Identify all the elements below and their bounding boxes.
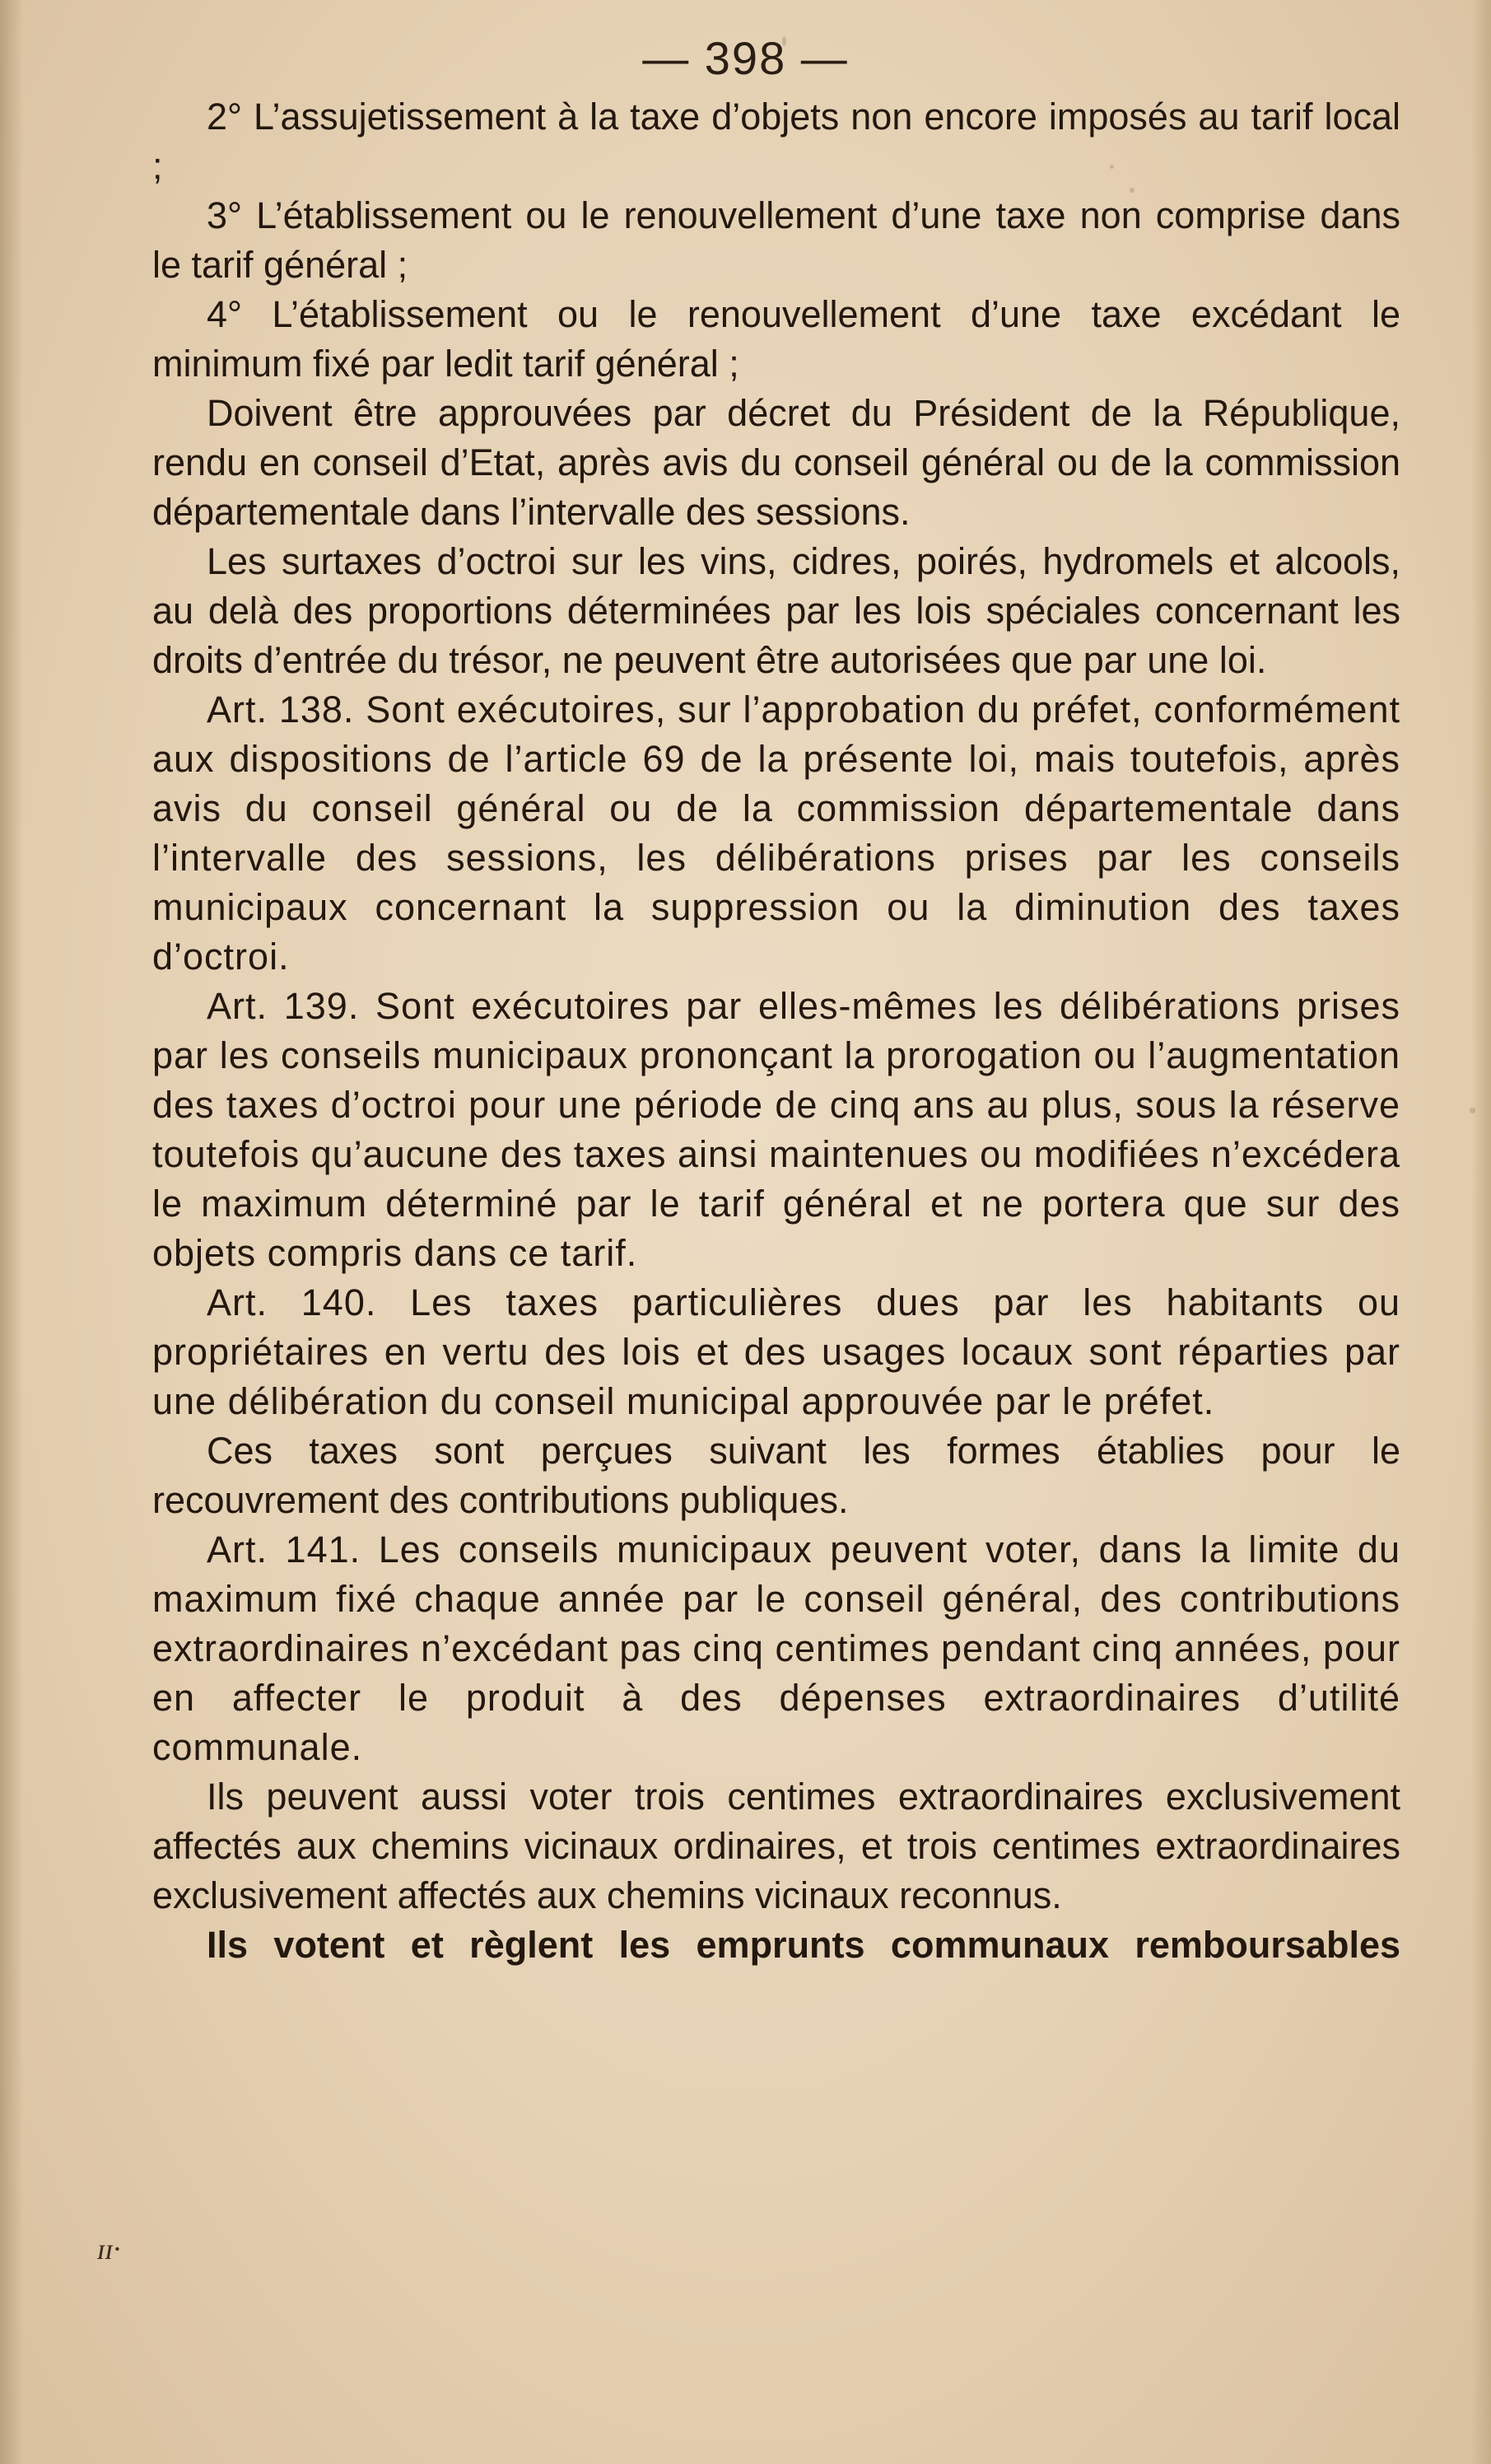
paragraph-article-139: Art. 139. Sont exécutoires par elles-mêmes les délibérations prises par les conseils municipaux prononçant la prorogation ou l’augmentation des taxes d’octroi pour une période de cinq ans au plus, sous la réserve toutefois qu’aucune des taxes ainsi maintenues ou modifiées n’excédera le maximum déterminé par le tarif général et ne portera que sur des objets compris dans ce tarif. <box>152 985 1400 1274</box>
page-number: — 398 — <box>642 32 849 84</box>
paragraph-loans: Ils votent et règlent les emprunts communaux remboursables <box>207 1924 1400 1966</box>
paragraph-taxes-collection: Ces taxes sont perçues suivant les formes établies pour le recouvrement des contributions publiques. <box>152 1430 1400 1521</box>
body-text <box>152 92 1400 1970</box>
paragraph-approval-decree: Doivent être approuvées par décret du Président de la République, rendu en conseil d’Etat, après avis du conseil général ou de la commission départementale dans l’intervalle des sessions. <box>152 392 1400 533</box>
paragraph-item-2: 2° L’assujetissement à la taxe d’objets non encore imposés au tarif local ; <box>152 96 1400 187</box>
signature-mark: ɪɪ· <box>97 2233 121 2266</box>
paragraph-octroi-surtaxes: Les surtaxes d’octroi sur les vins, cidres, poirés, hydromels et alcools, au delà des proportions déterminées par les lois spéciales concernant les droits d’entrée du trésor, ne peuvent être autorisées que par une loi. <box>152 540 1400 681</box>
page-right-shadow <box>1471 0 1491 2464</box>
paragraph-item-4: 4° L’établissement ou le renouvellement d’une taxe excédant le minimum fixé par ledit tarif général ; <box>152 293 1400 385</box>
paragraph-article-140: Art. 140. Les taxes particulières dues par les habitants ou propriétaires en vertu des lois et des usages locaux sont réparties par une délibération du conseil municipal approuvée par le préfet. <box>152 1281 1400 1422</box>
paper-speck <box>1470 1108 1475 1113</box>
paragraph-article-141: Art. 141. Les conseils municipaux peuvent voter, dans la limite du maximum fixé chaque année par le conseil général, des contributions extraordinaires n’excédant pas cinq centimes pendant cinq années, pour en affecter le produit à des dépenses extraordinaires d’utilité communale. <box>152 1528 1400 1768</box>
page-left-shadow <box>0 0 23 2464</box>
paragraph-article-138: Art. 138. Sont exécutoires, sur l’approbation du préfet, conformément aux dispositions de l’article 69 de la présente loi, mais toutefois, après avis du conseil général ou de la commission départementale dans l’intervalle des sessions, les délibérations prises par les conseils municipaux concernant la suppression ou la diminution des taxes d’octroi. <box>152 688 1400 978</box>
paragraph-vicinal-roads: Ils peuvent aussi voter trois centimes extraordinaires exclusivement affectés aux chemins vicinaux ordinaires, et trois centimes extraordinaires exclusivement affectés aux chemins vicinaux reconnus. <box>152 1776 1400 1916</box>
paragraph-item-3: 3° L’établissement ou le renouvellement d’une taxe non comprise dans le tarif général ; <box>152 194 1400 286</box>
